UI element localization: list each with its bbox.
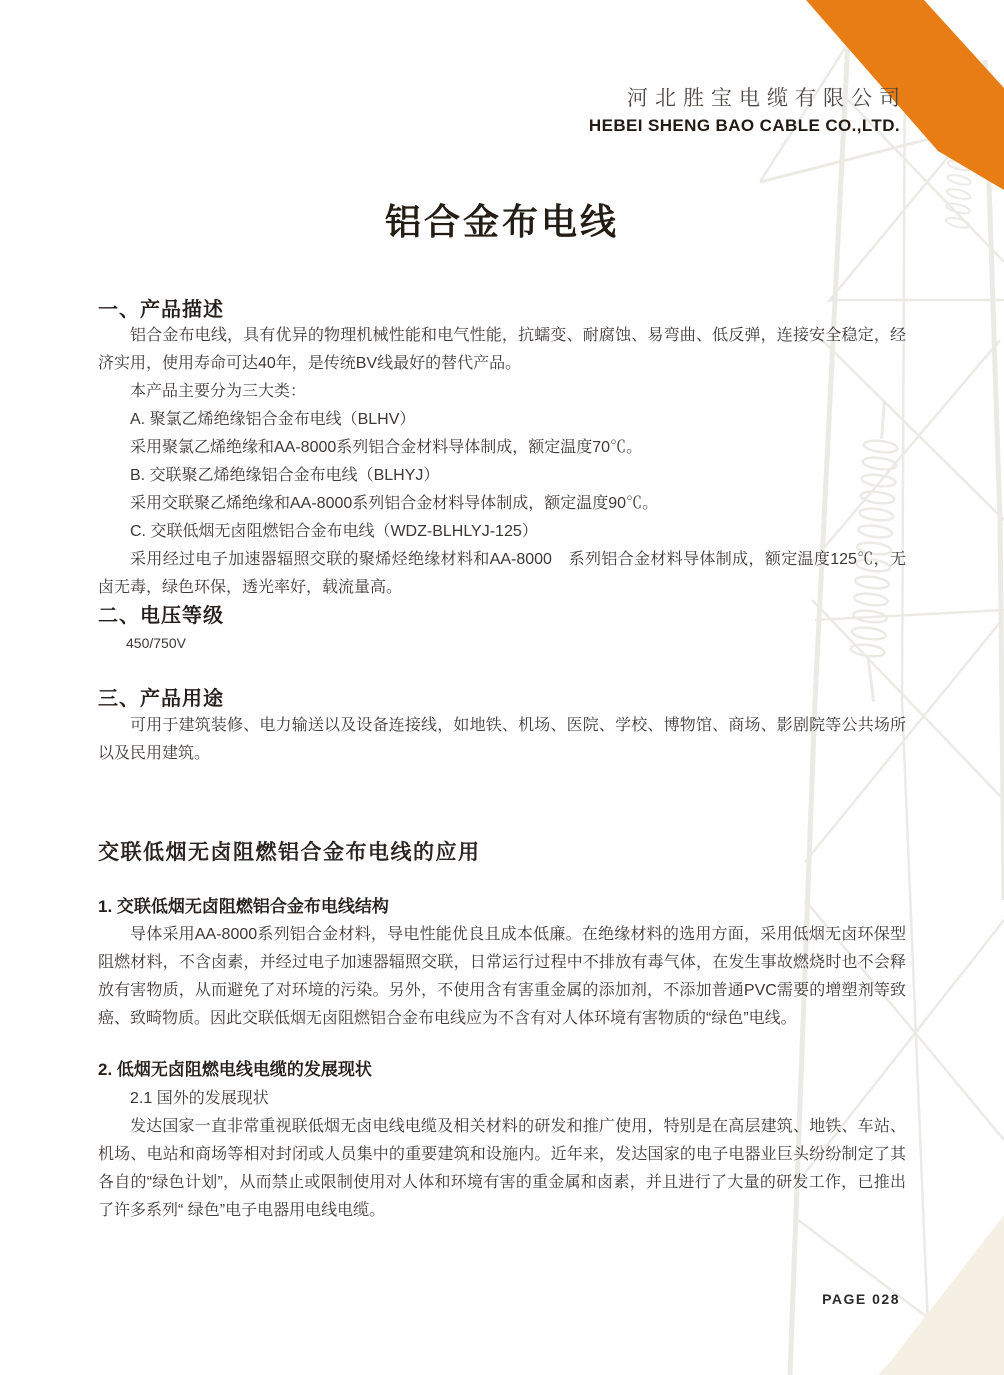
section-heading-voltage-grade: 二、电压等级 [98,605,224,627]
paragraph: 铝合金布电线，具有优异的物理机械性能和电气性能，抗蠕变、耐腐蚀、易弯曲、低反弹，连接安全稳定，经济实用，使用寿命可达40年，是传统BV线最好的替代产品。 [98,327,906,372]
application-heading: 交联低烟无卤阻燃铝合金布电线的应用 [98,841,481,864]
section-heading-product-usage: 三、产品用途 [98,688,224,710]
paragraph: 可用于建筑装修、电力输送以及设备连接线，如地铁、机场、医院、学校、博物馆、商场、影剧院等公共场所以及民用建筑。 [98,717,906,762]
application-body-development [98,1085,906,1225]
paragraph: A. 聚氯乙烯绝缘铝合金布电线（BLHV） [130,411,416,428]
paragraph: 发达国家一直非常重视联低烟无卤电线电缆及相关材料的研发和推广使用，特别是在高层建筑、地铁、车站、机场、电站和商场等相对封闭或人员集中的重要建筑和设施内。近年来，发达国家的电子电器业巨头纷纷制定了其各自的“绿色计划”，从而禁止或限制使用对人体和环境有害的重金属和卤素，并且进行了大量的研发工作，已推出了许多系列“ 绿色”电子电器用电线电缆。 [98,1118,906,1219]
paragraph: 2.1 国外的发展现状 [130,1090,269,1107]
paragraph: C. 交联低烟无卤阻燃铝合金布电线（WDZ-BLHLYJ-125） [130,523,538,540]
section-body-product-usage [98,712,906,768]
page-number: PAGE 028 [822,1291,900,1307]
application-subheading-development: 2. 低烟无卤阻燃电线电缆的发展现状 [98,1060,372,1079]
paragraph: 本产品主要分为三大类： [130,383,307,400]
page-title: 铝合金布电线 [384,201,619,242]
section-body-voltage-grade [98,630,906,656]
paragraph: 采用聚氯乙烯绝缘和AA-8000系列铝合金材料导体制成，额定温度70℃。 [130,439,643,456]
paragraph: 导体采用AA-8000系列铝合金材料，导电性能优良且成本低廉。在绝缘材料的选用方面，采用低烟无卤环保型阻燃材料，不含卤素，并经过电子加速器辐照交联，日常运行过程中不排放有毒气体，在发生事故燃烧时也不会释放有害物质，从而避免了对环境的污染。另外，不使用含有害重金属的添加剂，不添加普通PVC需要的增塑剂等致癌、致畸物质。因此交联低烟无卤阻燃铝合金布电线应为不含有对人体环境有害物质的“绿色”电线。 [98,926,906,1027]
paragraph: B. 交联聚乙烯绝缘铝合金布电线（BLHYJ） [130,467,440,484]
company-header [588,86,907,136]
company-name-en: HEBEI SHENG BAO CABLE CO.,LTD. [588,116,900,135]
paragraph: 450/750V [126,635,186,651]
company-name-cn: 河北胜宝电缆有限公司 [627,87,907,110]
section-body-product-description [98,322,906,602]
paragraph: 采用经过电子加速器辐照交联的聚烯烃绝缘材料和AA-8000 系列铝合金材料导体制成，额定温度125℃，无卤无毒，绿色环保，透光率好，载流量高。 [98,551,906,596]
paragraph: 采用交联聚乙烯绝缘和AA-8000系列铝合金材料导体制成，额定温度90℃。 [130,495,659,512]
section-heading-product-description: 一、产品描述 [98,299,224,321]
application-body-structure [98,921,906,1033]
application-subheading-structure: 1. 交联低烟无卤阻燃铝合金布电线结构 [98,897,389,916]
